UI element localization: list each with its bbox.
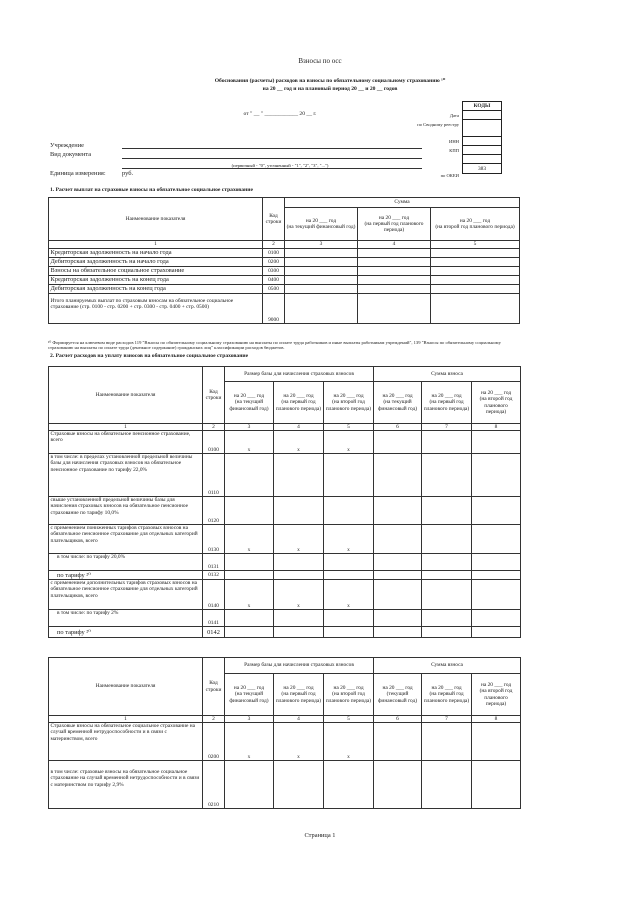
row-name: в том числе: по тарифу 2% (49, 610, 203, 627)
year-note: (на второй год планового периода) (325, 691, 372, 704)
row-code: 0210 (203, 761, 225, 809)
value-cell[interactable] (374, 554, 422, 571)
year-label: на 20 ___ год (233, 393, 265, 400)
row-name: Итого планируемых выплат по страховым взносам на обязательное социальное страхование (стр. 0100 - стр. 0200 + стр. 0300 - стр. 0400 + стр. 0500) (49, 294, 263, 324)
s2-num: 2 (203, 716, 225, 723)
year-note: (текущий финансовый год) (377, 691, 418, 704)
codes-okei-cell: 383 (463, 164, 502, 174)
row-code: 0400 (263, 276, 285, 285)
s2-num: 5 (324, 424, 374, 431)
x-mark: x (225, 580, 274, 610)
value-cell[interactable] (422, 454, 472, 497)
value-cell[interactable] (472, 431, 521, 454)
value-cell[interactable] (285, 285, 358, 294)
row-code: 0140 (203, 580, 225, 610)
year-note: (на первый год планового периода) (423, 399, 470, 412)
value-cell[interactable] (472, 723, 521, 761)
value-cell[interactable] (472, 761, 521, 809)
s2-num: 6 (374, 716, 422, 723)
x-mark: x (225, 431, 274, 454)
table-row (49, 571, 521, 580)
row-code: 0132 (203, 571, 225, 580)
value-cell[interactable] (422, 525, 472, 554)
value-cell[interactable] (374, 525, 422, 554)
year-note: (на первый год планового периода) (275, 691, 322, 704)
row-name: по тарифу ²⁰ (49, 627, 203, 638)
value-cell[interactable] (225, 571, 274, 580)
value-cell[interactable] (324, 627, 374, 638)
s2-num: 3 (225, 716, 274, 723)
row-code: 0200 (263, 258, 285, 267)
value-cell[interactable] (431, 285, 520, 294)
row-code: 0130 (203, 525, 225, 554)
codes-label-registry: по Сводному реестру (417, 122, 459, 127)
s2-num: 8 (472, 424, 521, 431)
s2-num: 5 (324, 716, 374, 723)
x-mark: x (274, 723, 324, 761)
value-cell[interactable] (472, 580, 521, 610)
value-cell[interactable] (422, 431, 472, 454)
table-row (49, 285, 520, 294)
value-cell[interactable] (274, 454, 324, 497)
x-mark: x (274, 431, 324, 454)
row-name: Кредиторская задолженность на начало года (49, 249, 263, 258)
year-note: (на текущий финансовый год) (377, 399, 418, 412)
s1-num: 2 (263, 241, 285, 249)
value-cell[interactable] (225, 627, 274, 638)
s1-col-code: Код строки (263, 198, 285, 241)
value-cell[interactable] (274, 610, 324, 627)
s1-num: 3 (285, 241, 358, 249)
row-code: 0500 (263, 285, 285, 294)
x-mark: x (225, 723, 274, 761)
x-mark: x (324, 525, 374, 554)
year-note: (на второй год планового периода) (479, 396, 513, 415)
value-cell[interactable] (285, 294, 358, 324)
codes-empty-cell[interactable] (463, 155, 502, 164)
codes-date-cell[interactable] (463, 111, 502, 120)
value-cell[interactable] (422, 571, 472, 580)
value-cell[interactable] (274, 571, 324, 580)
doc-type-label: Вид документа (50, 151, 92, 158)
table-row (49, 580, 521, 610)
unit-label: Единица измерения: (50, 170, 106, 177)
table-row (49, 276, 520, 285)
s2a-col-sum: Сумма взноса (374, 367, 521, 382)
year-note: (на первый год планового периода) (275, 399, 322, 412)
form-subtitle-line1: Обоснования (расчеты) расходов на взносы по обязательному социальному страхованию ¹⁰ (214, 78, 446, 84)
table-row (49, 761, 521, 809)
section1-title: 1. Расчет выплат на страховые взносы на обязательное социальное страхование (50, 187, 253, 193)
codes-registry-cell[interactable] (463, 120, 502, 137)
value-cell[interactable] (324, 761, 374, 809)
row-code: 0142 (203, 627, 225, 638)
codes-label-okei: по ОКЕИ (440, 173, 459, 178)
value-cell[interactable] (324, 454, 374, 497)
value-cell[interactable] (422, 610, 472, 627)
s2a-col-base: Размер базы для начисления страховых взносов (225, 367, 374, 382)
section1-table (48, 197, 520, 324)
table-row (49, 610, 521, 627)
s1-col-sum: Сумма (285, 198, 520, 208)
value-cell[interactable] (472, 454, 521, 497)
value-cell[interactable] (374, 497, 422, 525)
value-cell[interactable] (324, 610, 374, 627)
year-label: на 20 ___ год (333, 393, 364, 400)
year-label: на 20 ___ год (333, 685, 364, 692)
value-cell[interactable] (374, 431, 422, 454)
value-cell[interactable] (285, 276, 358, 285)
value-cell[interactable] (285, 267, 358, 276)
s2-num: 4 (274, 716, 324, 723)
unit-value: руб. (122, 170, 134, 177)
value-cell[interactable] (274, 554, 324, 571)
codes-label-kpp: КПП (449, 148, 459, 153)
section2-title: 2. Расчет расходов на уплату взносов на обязательное социальное страхование (50, 353, 249, 359)
x-mark: x (274, 580, 324, 610)
value-cell[interactable] (431, 276, 520, 285)
section2-table-b (48, 657, 521, 809)
value-cell[interactable] (225, 454, 274, 497)
page-title: Взносы по осс (298, 57, 342, 65)
value-cell[interactable] (225, 761, 274, 809)
value-cell[interactable] (431, 294, 520, 324)
row-code: 0300 (263, 267, 285, 276)
value-cell[interactable] (422, 554, 472, 571)
year-label: на 20 ___ год (382, 393, 413, 400)
row-code: 9000 (263, 294, 285, 324)
value-cell[interactable] (358, 267, 431, 276)
value-cell[interactable] (285, 249, 358, 258)
value-cell[interactable] (358, 249, 431, 258)
table-row (49, 258, 520, 267)
value-cell[interactable] (225, 497, 274, 525)
year-note: (на второй год планового периода) (325, 399, 372, 412)
s1-num: 4 (358, 241, 431, 249)
value-cell[interactable] (274, 497, 324, 525)
row-code: 0100 (263, 249, 285, 258)
s2a-col-code: Код строки (203, 367, 225, 424)
institution-label: Учреждение (50, 142, 84, 149)
doc-type-field[interactable] (122, 158, 422, 159)
x-mark: x (324, 723, 374, 761)
section1-footnote: ¹⁰ Формируется на ключевом виде расходов 119 "Взносы по обязательному социальному страхованию на выплаты по оплате труда работников и иные выплаты работникам учреждений", 139 "Взносы по обязательному социальному страхованию на выплаты по оплате труда (денежное содержание) гражданских лиц" классификации расходов бюджетов. (48, 340, 501, 351)
s2b-col-name: Наименование показателя (49, 658, 203, 716)
row-name: Дебиторская задолженность на конец года (49, 285, 263, 294)
value-cell[interactable] (431, 249, 520, 258)
value-cell[interactable] (374, 761, 422, 809)
row-code: 0131 (203, 554, 225, 571)
value-cell[interactable] (472, 571, 521, 580)
s2-num: 4 (274, 424, 324, 431)
value-cell[interactable] (274, 627, 324, 638)
year-note: (на текущий финансовый год) (229, 691, 269, 704)
value-cell[interactable] (374, 610, 422, 627)
value-cell[interactable] (422, 580, 472, 610)
value-cell[interactable] (374, 454, 422, 497)
section2-table-a (48, 366, 521, 638)
table-row (49, 627, 521, 638)
table-row (49, 454, 521, 497)
value-cell[interactable] (472, 497, 521, 525)
page-number: Страница 1 (304, 832, 336, 839)
year-label: на 20 ___ год (283, 685, 314, 692)
value-cell[interactable] (358, 294, 431, 324)
s2-num: 6 (374, 424, 422, 431)
year-note: (на второй год планового периода) (479, 688, 513, 707)
form-subtitle-line2: на 20 __ год и на плановый период 20 __ и 20 __ годов (262, 86, 398, 92)
value-cell[interactable] (431, 267, 520, 276)
row-name: Дебиторская задолженность на начало года (49, 258, 263, 267)
s2-num: 1 (49, 716, 203, 723)
s1-col-name: Наименование показателя (49, 198, 263, 241)
row-code: 0200 (203, 723, 225, 761)
value-cell[interactable] (422, 497, 472, 525)
table-row (49, 431, 521, 454)
s1-num: 5 (431, 241, 520, 249)
year-note: (на первый год планового периода) (423, 691, 470, 704)
year-label: на 20 ___ год (480, 682, 512, 689)
table-row-total (49, 294, 520, 324)
row-name: с применением дополнительных тарифов страховых взносов на обязательное пенсионное страхование для отдельных категорий плательщиков, всего (49, 580, 203, 610)
row-name: по тарифу ²⁰ (49, 571, 203, 580)
row-code: 0120 (203, 497, 225, 525)
s2-num: 7 (422, 424, 472, 431)
row-code: 0110 (203, 454, 225, 497)
value-cell[interactable] (422, 723, 472, 761)
codes-heading: КОДЫ (463, 102, 502, 111)
doc-type-hint: (первичный - "0", уточненный - "1", "2", "3", "...") (231, 163, 329, 168)
year-label: на 20 ___ год (382, 685, 413, 692)
value-cell[interactable] (374, 580, 422, 610)
codes-label-date: Дата (449, 113, 459, 118)
value-cell[interactable] (324, 571, 374, 580)
value-cell[interactable] (374, 571, 422, 580)
codes-inn-cell[interactable] (463, 137, 502, 146)
s2-num: 1 (49, 424, 203, 431)
s1-col-y2: на 20 ___ год (на первый год планового периода) (358, 208, 431, 241)
value-cell[interactable] (324, 497, 374, 525)
s1-col-y1: на 20 ___ год (на текущий финансовый год) (285, 208, 358, 241)
row-name: Взносы на обязательное социальное страхование (49, 267, 263, 276)
s2b-col-base: Размер базы для начисления страховых взносов (225, 658, 374, 674)
x-mark: x (225, 525, 274, 554)
x-mark: x (324, 580, 374, 610)
table-row (49, 497, 521, 525)
institution-field[interactable] (122, 148, 422, 149)
s2b-col-code: Код строки (203, 658, 225, 716)
s1-col-y3: на 20 ___ год (на второй год планового периода) (431, 208, 520, 241)
value-cell[interactable] (324, 554, 374, 571)
value-cell[interactable] (225, 610, 274, 627)
table-row (49, 525, 521, 554)
row-name: Кредиторская задолженность на конец года (49, 276, 263, 285)
codes-table (462, 101, 502, 174)
row-code: 0100 (203, 431, 225, 454)
row-name: в том числе: страховые взносы на обязательное социальное страхование на случай временной нетрудоспособности и в связи с материнством по тарифу 2,9% (49, 761, 203, 809)
row-name: с применением пониженных тарифов страховых взносов на обязательное пенсионное страхование для отдельных категорий плательщиков, всего (49, 525, 203, 554)
row-name: свыше установленной предельной величины базы для начисления страховых взносов на обязательное пенсионное страхование по тарифу 10,0% (49, 497, 203, 525)
x-mark: x (324, 431, 374, 454)
codes-kpp-cell[interactable] (463, 146, 502, 155)
s2b-col-sum: Сумма взноса (374, 658, 521, 674)
table-row (49, 267, 520, 276)
row-name: Страховые взносы на обязательное социальное страхование на случай временной нетрудоспособности и в связи с материнством, всего (49, 723, 203, 761)
value-cell[interactable] (422, 627, 472, 638)
value-cell[interactable] (358, 276, 431, 285)
value-cell[interactable] (472, 554, 521, 571)
table-row (49, 554, 521, 571)
value-cell[interactable] (285, 258, 358, 267)
value-cell[interactable] (358, 258, 431, 267)
x-mark: x (274, 525, 324, 554)
s2-num: 7 (422, 716, 472, 723)
year-label: на 20 ___ год (233, 685, 265, 692)
year-label: на 20 ___ год (283, 393, 314, 400)
table-row (49, 723, 521, 761)
s2-num: 8 (472, 716, 521, 723)
s1-num: 1 (49, 241, 263, 249)
row-name: в том числе: по тарифу 20,0% (49, 554, 203, 571)
value-cell[interactable] (472, 627, 521, 638)
value-cell[interactable] (472, 610, 521, 627)
value-cell[interactable] (472, 525, 521, 554)
codes-label-inn: ИНН (449, 139, 459, 144)
row-code: 0141 (203, 610, 225, 627)
year-label: на 20 ___ год (480, 390, 512, 397)
value-cell[interactable] (358, 285, 431, 294)
value-cell[interactable] (374, 723, 422, 761)
s2-num: 2 (203, 424, 225, 431)
value-cell[interactable] (422, 761, 472, 809)
year-label: на 20 ___ год (431, 393, 462, 400)
s2-num: 3 (225, 424, 274, 431)
row-name: Страховые взносы на обязательное пенсионное страхование, всего (49, 431, 203, 454)
value-cell[interactable] (431, 258, 520, 267)
value-cell[interactable] (274, 761, 324, 809)
table-row (49, 249, 520, 258)
s2a-col-name: Наименование показателя (49, 367, 203, 424)
year-label: на 20 ___ год (431, 685, 462, 692)
year-note: (на текущий финансовый год) (229, 399, 269, 412)
value-cell[interactable] (225, 554, 274, 571)
row-name: в том числе: в пределах установленной предельной величины базы для начисления страховых взносов на обязательное пенсионное страхование по тарифу 22,0% (49, 454, 203, 497)
value-cell[interactable] (374, 627, 422, 638)
form-date-line: от " __ " ____________ 20 __ г. (243, 111, 317, 117)
